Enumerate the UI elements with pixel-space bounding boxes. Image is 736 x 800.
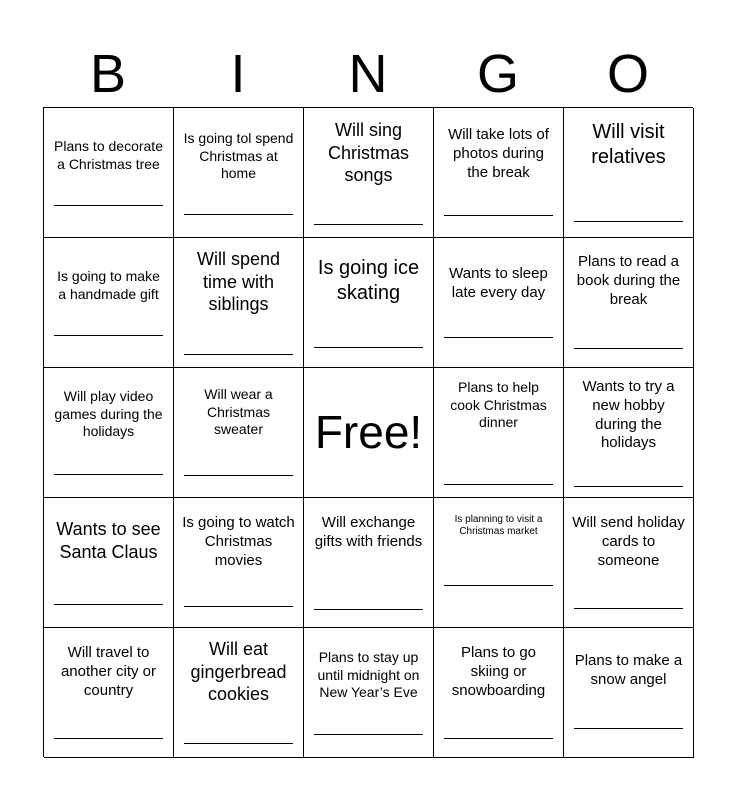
- cell-answer-line: [54, 474, 163, 475]
- bingo-cell-r4-c1[interactable]: [44, 498, 174, 628]
- bingo-cell-r2-c1[interactable]: [44, 238, 174, 368]
- cell-text: Will travel to another city or country: [60, 644, 157, 699]
- cell-text: Wants to see Santa Claus: [56, 519, 161, 562]
- bingo-cell-r2-c3[interactable]: [304, 238, 434, 368]
- cell-text: Is planning to visit a Christmas market: [454, 514, 543, 537]
- bingo-cell-r1-c2[interactable]: [174, 108, 304, 238]
- cell-text: Wants to try a new hobby during the holidays: [582, 378, 675, 452]
- bingo-cell-r5-c4[interactable]: [434, 628, 564, 758]
- bingo-cell-r3-c2[interactable]: [174, 368, 304, 498]
- cell-text: Is going to make a handmade gift: [57, 268, 160, 302]
- bingo-cell-r1-c1[interactable]: [44, 108, 174, 238]
- cell-text: Will take lots of photos during the break: [448, 126, 549, 181]
- bingo-cell-r2-c2[interactable]: [174, 238, 304, 368]
- cell-answer-line: [444, 215, 553, 216]
- bingo-cell-r2-c5[interactable]: [564, 238, 694, 368]
- cell-text: Will play video games during the holidays: [54, 388, 163, 439]
- cell-text: Wants to sleep late every day: [449, 265, 548, 301]
- bingo-cell-r2-c4[interactable]: [434, 238, 564, 368]
- cell-text: Plans to read a book during the break: [576, 253, 681, 308]
- cell-answer-line: [444, 585, 553, 586]
- cell-answer-line: [184, 475, 293, 476]
- bingo-cell-r1-c5[interactable]: [564, 108, 694, 238]
- cell-answer-line: [444, 337, 553, 338]
- cell-answer-line: [574, 728, 683, 729]
- cell-text: Plans to help cook Christmas dinner: [450, 379, 547, 430]
- cell-answer-line: [54, 205, 163, 206]
- bingo-cell-r5-c2[interactable]: [174, 628, 304, 758]
- cell-answer-line: [184, 354, 293, 355]
- cell-text: Will send holiday cards to someone: [572, 514, 685, 569]
- bingo-cell-r5-c3[interactable]: [304, 628, 434, 758]
- bingo-cell-r4-c3[interactable]: [304, 498, 434, 628]
- bingo-cell-r4-c4[interactable]: [434, 498, 564, 628]
- cell-answer-line: [574, 221, 683, 222]
- cell-answer-line: [54, 604, 163, 605]
- header-letter-n: N: [348, 44, 388, 104]
- cell-answer-line: [54, 738, 163, 739]
- cell-answer-line: [574, 348, 683, 349]
- bingo-cell-r5-c5[interactable]: [564, 628, 694, 758]
- bingo-header: [43, 40, 693, 108]
- cell-answer-line: [574, 608, 683, 609]
- cell-text: Will eat gingerbread cookies: [190, 639, 287, 704]
- cell-answer-line: [314, 347, 423, 348]
- cell-text: Is going to watch Christmas movies: [182, 514, 295, 569]
- cell-text: Plans to make a snow angel: [574, 652, 683, 688]
- cell-text: Is going tol spend Christmas at home: [183, 130, 294, 181]
- cell-text: Plans to go skiing or snowboarding: [451, 644, 546, 699]
- cell-answer-line: [184, 743, 293, 744]
- cell-text: Will spend time with siblings: [196, 249, 281, 314]
- bingo-cell-r3-c1[interactable]: [44, 368, 174, 498]
- header-letter-b: B: [89, 44, 127, 104]
- cell-answer-line: [314, 734, 423, 735]
- bingo-cell-r4-c5[interactable]: [564, 498, 694, 628]
- header-letter-o: O: [606, 44, 649, 104]
- header-letter-g: G: [476, 44, 519, 104]
- cell-answer-line: [184, 606, 293, 607]
- bingo-cell-r1-c4[interactable]: [434, 108, 564, 238]
- cell-text: Is going ice skating: [317, 257, 420, 304]
- header-letter-i: I: [230, 44, 246, 104]
- cell-answer-line: [314, 609, 423, 610]
- cell-answer-line: [574, 486, 683, 487]
- cell-text: Will sing Christmas songs: [327, 120, 409, 185]
- cell-text: Will wear a Christmas sweater: [204, 386, 273, 437]
- cell-answer-line: [54, 335, 163, 336]
- bingo-cell-r3-c5[interactable]: [564, 368, 694, 498]
- bingo-cell-r3-c4[interactable]: [434, 368, 564, 498]
- cell-answer-line: [314, 224, 423, 225]
- cell-text: Will exchange gifts with friends: [314, 514, 423, 550]
- cell-text: Plans to stay up until midnight on New Year’s Eve: [317, 649, 420, 700]
- cell-text: Plans to decorate a Christmas tree: [54, 138, 163, 172]
- cell-text: Will visit relatives: [591, 121, 666, 168]
- bingo-cell-r1-c3[interactable]: [304, 108, 434, 238]
- bingo-cell-r4-c2[interactable]: [174, 498, 304, 628]
- bingo-cell-free[interactable]: [304, 368, 434, 498]
- cell-answer-line: [444, 738, 553, 739]
- cell-answer-line: [444, 484, 553, 485]
- free-space-text: Free!: [314, 405, 423, 458]
- bingo-cell-r5-c1[interactable]: [44, 628, 174, 758]
- cell-answer-line: [184, 214, 293, 215]
- bingo-board: [43, 107, 693, 757]
